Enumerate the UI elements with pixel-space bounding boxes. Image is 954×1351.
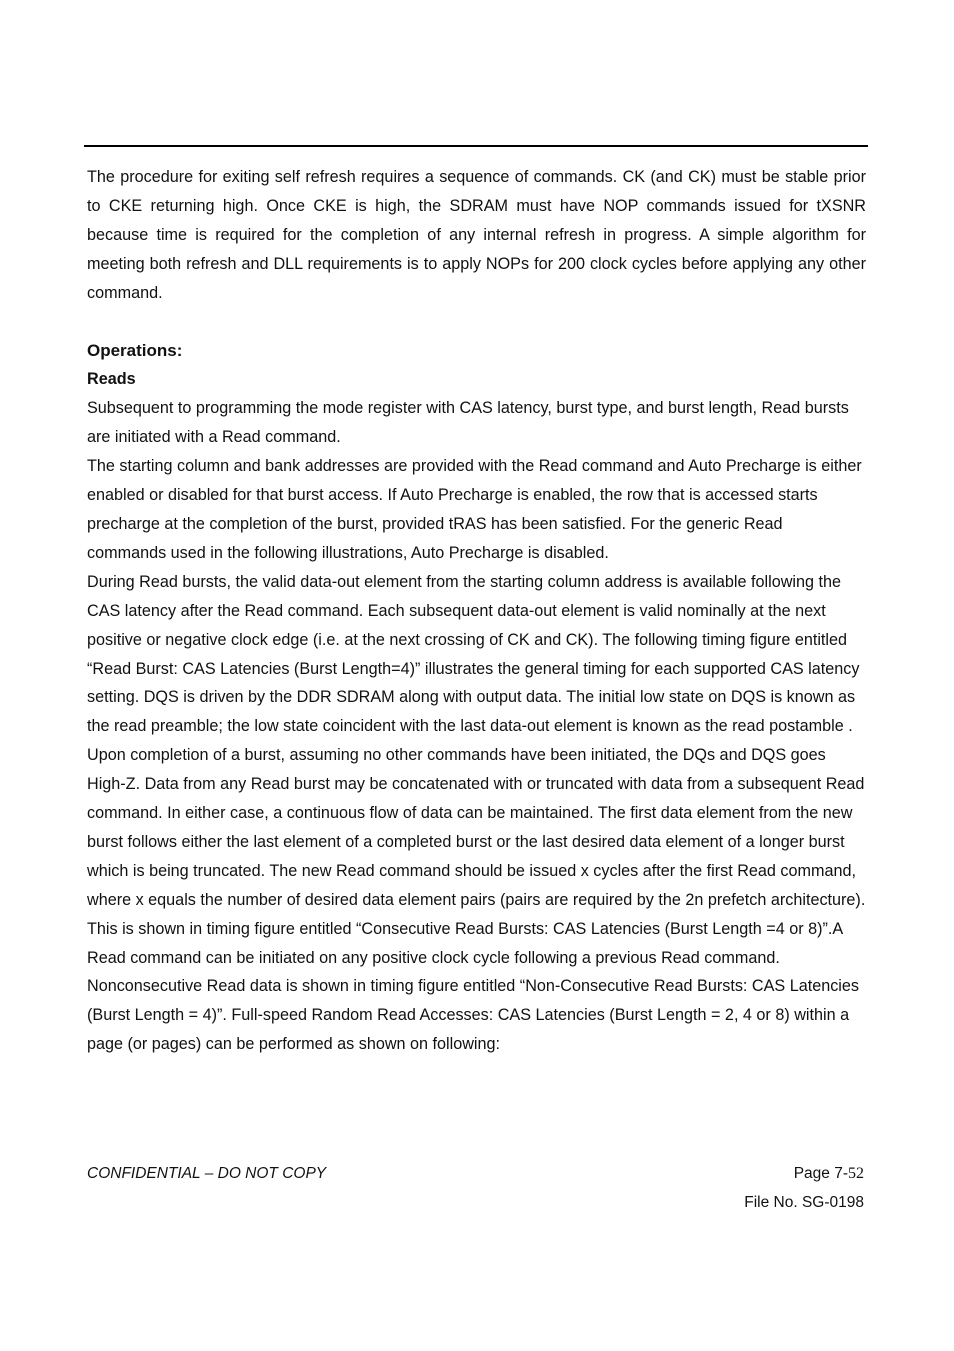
page-number: 52 <box>848 1165 864 1182</box>
section-heading: Operations: <box>87 340 183 360</box>
paragraph-read-command: Subsequent to programming the mode register with CAS latency, burst type, and burst length, Read bursts are initiated with a Read command. <box>87 399 849 447</box>
paragraph-addresses: The starting column and bank addresses are provided with the Read command and Auto Precharge is either enabled or disabled for that burst access. If Auto Precharge is enabled, the row that is accessed starts precharge at the completion of the burst, provided tRAS has been satisfied. For the generic Read commands used in the following illustrations, Auto Precharge is disabled. <box>87 457 862 562</box>
subsection-heading: Reads <box>87 370 136 389</box>
paragraph-read-bursts: During Read bursts, the valid data-out element from the starting column address is available following the CAS latency after the Read command. Each subsequent data-out element is valid nominally at the next positive or negative clock edge (i.e. at the next crossing of CK and CK). The following timing figure entitled “Read Burst: CAS Latencies (Burst Length=4)” illustrates the general timing for each supported CAS latency setting. DQS is driven by the DDR SDRAM along with output data. The initial low state on DQS is known as the read preamble; the low state coincident with the last data-out element is known as the read postamble . Upon completion of a burst, assuming no other commands have been initiated, the DQs and DQS goes High-Z. Data from any Read burst may be concatenated with or truncated with data from a subsequent Read command. In either case, a continuous flow of data can be maintained. The first data element from the new burst follows either the last element of a completed burst or the last desired data element of a longer burst which is being truncated. The new Read command should be issued x cycles after the first Read command, where x equals the number of desired data element pairs (pairs are required by the 2n prefetch architecture). This is shown in timing figure entitled “Consecutive Read Bursts: CAS Latencies (Burst Length =4 or 8)”.A Read command can be initiated on any positive clock cycle following a previous Read command. Nonconsecutive Read data is shown in timing figure entitled “Non-Consecutive Read Bursts: CAS Latencies (Burst Length = 4)”. Full-speed Random Read Accesses: CAS Latencies (Burst Length = 2, 4 or 8) within a page (or pages) can be performed as shown on following: <box>87 572 866 1054</box>
confidential-notice: CONFIDENTIAL – DO NOT COPY <box>87 1165 327 1182</box>
page-content <box>87 163 866 1059</box>
page-indicator <box>794 1164 864 1184</box>
intro-paragraph: The procedure for exiting self refresh requires a sequence of commands. CK (and CK) must be stable prior to CKE returning high. Once CKE is high, the SDRAM must have NOP commands issued for tXSNR because time is required for the completion of any internal refresh in progress. A simple algorithm for meeting both refresh and DLL requirements is to apply NOPs for 200 clock cycles before applying any other command. <box>87 168 866 302</box>
page-label: Page 7- <box>793 1165 848 1182</box>
file-number: File No. SG-0198 <box>744 1194 864 1211</box>
header-rule <box>84 145 868 147</box>
